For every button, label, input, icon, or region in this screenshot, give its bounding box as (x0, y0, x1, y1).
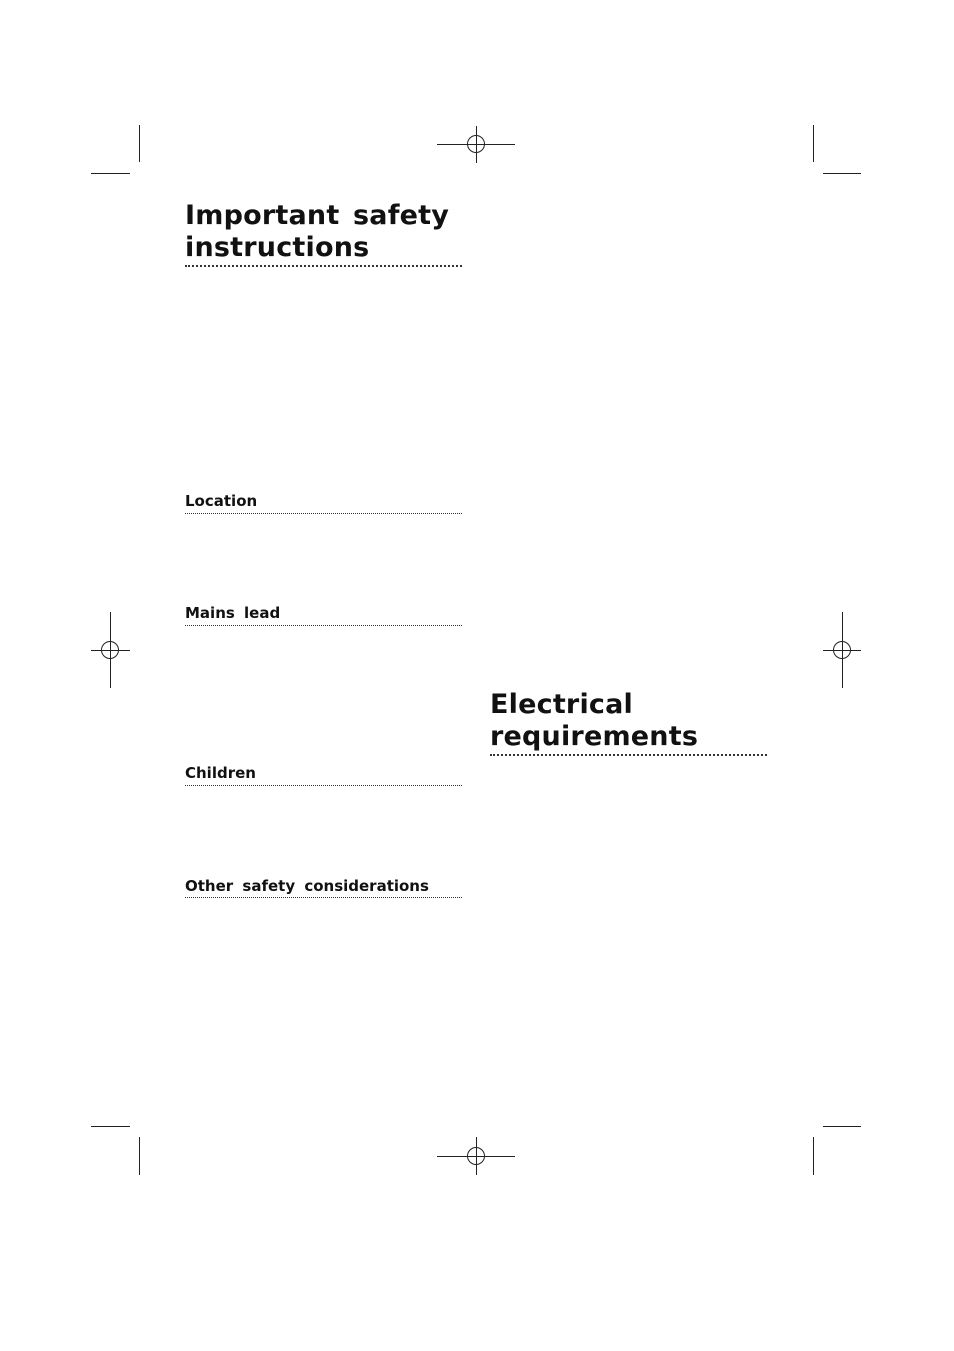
electrical-requirements-title (490, 689, 698, 753)
section-rule-other-safety (185, 897, 462, 898)
page-title (185, 200, 449, 264)
section-rule-children (185, 785, 462, 786)
section-heading-children: Children (185, 764, 256, 782)
electrical-title-line-2: requirements (490, 721, 699, 752)
electrical-requirements-rule (490, 754, 767, 756)
section-heading-location: Location (185, 492, 258, 510)
page-title-line-1: Important safety (185, 200, 450, 231)
section-heading-other-safety: Other safety considerations (185, 877, 429, 895)
electrical-title-line-1: Electrical (490, 689, 633, 720)
section-rule-mains-lead (185, 625, 462, 626)
page-title-rule (185, 265, 462, 267)
page-title-line-2: instructions (185, 232, 370, 263)
section-rule-location (185, 513, 462, 514)
section-heading-mains-lead: Mains lead (185, 604, 281, 622)
